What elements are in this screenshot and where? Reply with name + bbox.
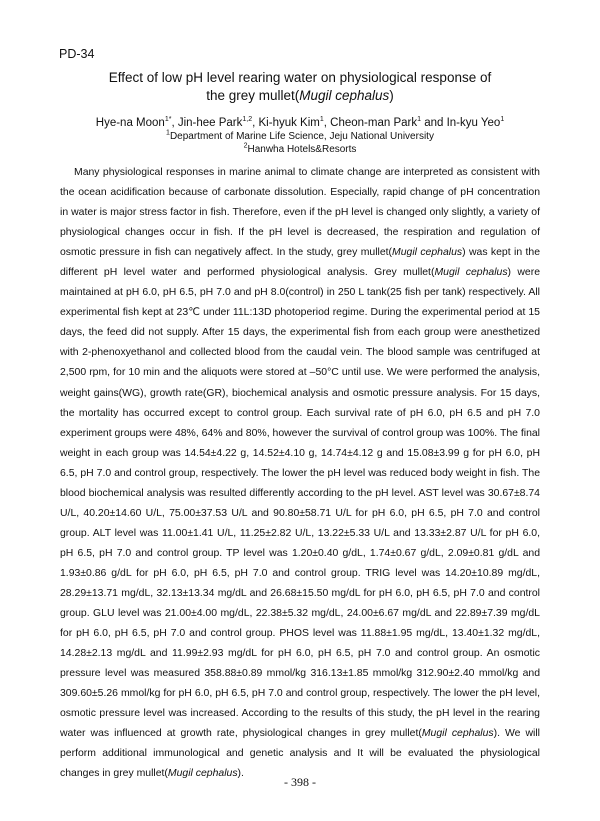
abstract-text: ) was kept in the different pH level water and performed physiological analysis. Grey mullet( <box>60 247 541 279</box>
author-block <box>60 117 540 156</box>
author-affil-mark: 1 <box>500 116 505 124</box>
affil-mark: 1 <box>166 129 170 137</box>
paper-title <box>60 69 540 105</box>
abstract-text: ). We will perform additional immunological and genetic analysis and It will be evaluated the physiological changes in grey mullet( <box>60 728 541 780</box>
author-affil-mark: 1* <box>164 116 172 124</box>
affiliation-1 <box>60 130 540 143</box>
species-name: Mugil cephalus <box>434 267 508 279</box>
title-line-2 <box>60 87 540 105</box>
affil-mark: 2 <box>243 142 248 150</box>
author-affil-mark: 1 <box>319 116 324 124</box>
abstract-code: PD-34 <box>59 47 95 61</box>
author-name: In-kyu Yeo <box>446 117 501 129</box>
title-text-end: ) <box>389 88 394 103</box>
title-text: the grey mullet( <box>206 88 300 103</box>
abstract-text: ). <box>237 768 244 780</box>
species-name: Mugil cephalus <box>421 728 494 740</box>
abstract-body <box>60 163 540 784</box>
author-name: Jin-hee Park <box>177 117 243 129</box>
affiliation-text: Hanwha Hotels&Resorts <box>247 144 357 155</box>
page-number: - 398 - <box>284 775 316 789</box>
affiliation-2 <box>60 143 540 156</box>
title-line-1: Effect of low pH level rearing water on physiological response of <box>108 70 492 85</box>
author-affil-mark: 1 <box>417 116 422 124</box>
abstract-text: ) were maintained at pH 6.0, pH 6.5, pH 7.0 and pH 8.0(control) in 250 L tank(25 fish per tank) respectively. All experimental fish kept at 23℃ under 11L:13D photoperiod regime. During the experimental period at 15 days, the feed did not supply. After 15 days, the experimental fish from each group were anesthetized with 2-phenoxyethanol and collected blood from the caudal vein. The blood sample was centrifuged at 2,500 rpm, for 10 min and the aliquots were stored at –50°C until use. We were performed the analysis, weight gains(WG), growth rate(GR), biochemical analysis and osmotic pressure analysis. For 15 days, the mortality has occurred except to control group. Each survival rate of pH 6.0, pH 6.5 and pH 7.0 experiment groups were 48%, 64% and 80%, however the survival of control group was 100%. The final weight in each group was 14.54±4.22 g, 14.52±4.10 g, 14.74±4.12 g and 15.08±3.99 g for pH 6.0, pH 6.5, pH 7.0 and control group, respectively. The lower the pH level was reduced body weight in fish. The blood biochemical analysis was resulted differently according to the pH level. AST level was 30.67±8.74 U/L, 40.20±14.60 U/L, 75.00±37.53 U/L and 90.80±58.71 U/L for pH 6.0, pH 6.5, pH 7.0 and control group. ALT level was 11.00±1.41 U/L, 11.25±2.82 U/L, 13.22±5.33 U/L and 13.33±2.87 U/L for pH 6.0, pH 6.5, pH 7.0 and control group. TP level was 1.20±0.40 g/dL, 1.74±0.67 g/dL, 2.09±0.81 g/dL and 1.93±0.86 g/dL for pH 6.0, pH 6.5, pH 7.0 and control group. TRIG level was 14.20±10.89 mg/dL, 28.29±13.71 mg/dL, 32.13±13.34 mg/dL and 26.68±15.50 mg/dL for pH 6.0, pH 6.5, pH 7.0 and control group. GLU level was 21.00±4.00 mg/dL, 22.38±5.32 mg/dL, 24.00±6.67 mg/dL and 22.89±7.39 mg/dL for pH 6.0, pH 6.5, pH 7.0 and control group. PHOS level was 11.88±1.95 mg/dL, 13.40±1.32 mg/dL, 14.28±2.13 mg/dL and 11.99±2.93 mg/dL for pH 6.0, pH 6.5, pH 7.0 and control group. An osmotic pressure level was measured 358.88±0.89 mmol/kg 316.13±1.85 mmol/kg 312.90±2.40 mmol/kg and 309.60±5.26 mmol/kg for pH 6.0, pH 6.5, pH 7.0 and control group, respectively. The lower the pH level, osmotic pressure level was increased. According to the results of this study, the pH level in the rearing water was influenced at growth rate, physiological changes in grey mullet( <box>60 267 541 740</box>
species-name: Mugil cephalus <box>167 768 238 780</box>
author-name: Ki-hyuk Kim <box>258 117 320 129</box>
author-list: Hye-na Moon$^{1*}$, Jin-hee Park$^{1,2}$, Ki-hyuk Kim$^1$, Cheon-man Park$^1$ and In-kyu Yeo$^1$ <box>95 116 505 129</box>
author-affil-mark: 1,2 <box>242 116 253 124</box>
species-name: Mugil cephalus <box>392 247 463 259</box>
author-name: Cheon-man Park <box>330 117 418 129</box>
species-name: Mugil cephalus <box>299 88 390 103</box>
affiliation-text: Department of Marine Life Science, Jeju National University <box>169 131 434 142</box>
abstract-text: Many physiological responses in marine animal to climate change are interpreted as consistent with the ocean acidification because of carbonate dissolution. Especially, rapid change of pH concentration in water is major stress factor in fish. Therefore, even if the pH level is changed only slightly, a variety of physiological changes occur in fish. If the pH level is decreased, the respiration and regulation of osmotic pressure in fish can negatively affect. In the study, grey mullet( <box>60 167 540 259</box>
author-name: Hye-na Moon <box>95 117 165 129</box>
